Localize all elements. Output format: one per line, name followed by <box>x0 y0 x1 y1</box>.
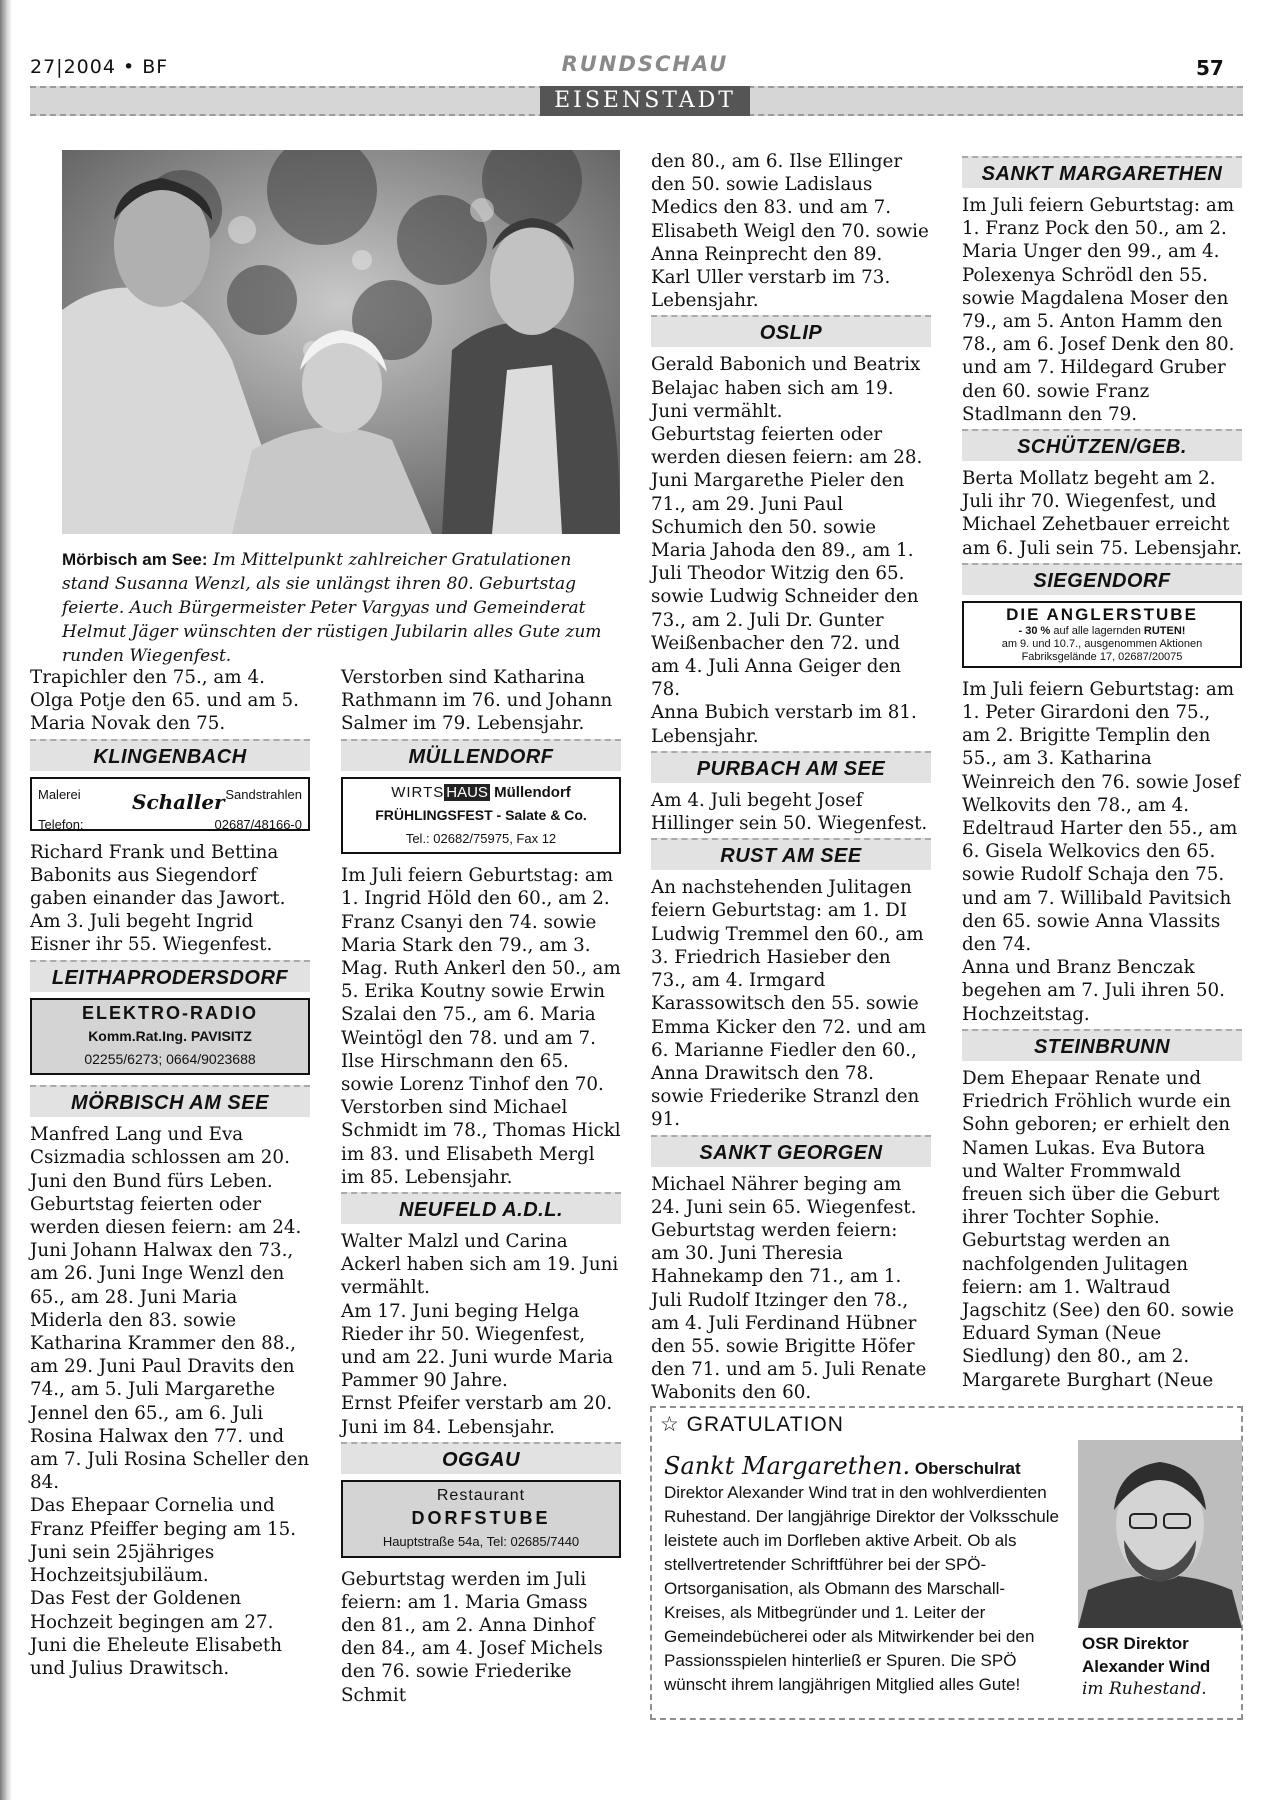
ad-elektro-radio <box>30 998 310 1076</box>
text-paragraph: Im Juli feiern Geburtstag: am 1. Franz Pock den 50., am 2. Maria Unger den 99., am 4. Polexenya Schrödl den 55. sowie Magdalena Moser den 79., am 5. Anton Hamm den 78., am 6. Josef Denk den 80. und am 7. Hildegard Gruber den 60. sowie Franz Stadlmann den 79. <box>962 195 1235 425</box>
ad-angler-text: auf alle lagernden <box>1050 624 1144 637</box>
ad-elektro-line2: Komm.Rat.Ing. PAVISITZ <box>88 1027 252 1044</box>
group-photo <box>62 150 620 534</box>
portrait-caption <box>1082 1632 1232 1701</box>
heading-schuetzen: SCHÜTZEN/GEB. <box>962 429 1242 461</box>
text-paragraph: Manfred Lang und Eva Csizmadia schlossen am 20. Juni den Bund fürs Leben. <box>30 1124 290 1192</box>
portrait-name: OSR Direktor Alexander Wind <box>1082 1634 1211 1676</box>
ad-angler-discount: - 30 % <box>1018 624 1051 637</box>
ad-wirtshaus-pre: WIRTS <box>391 783 445 801</box>
section-label: EISENSTADT <box>540 86 750 116</box>
text-paragraph: Trapichler den 75., am 4. Olga Potje den 65. und am 5. Maria Novak den 75. <box>30 667 299 735</box>
ad-angler-line4: Fabriksgelände 17, 02687/20075 <box>1021 650 1183 663</box>
gratulation-heading <box>660 1412 844 1437</box>
text-paragraph: Berta Mollatz begeht am 2. Juli ihr 70. Wiegenfest, und Michael Zehetbauer erreicht am 6. Juli sein 75. Lebensjahr. <box>962 468 1242 559</box>
page-number: 57 <box>1196 56 1224 80</box>
text-paragraph: Am 17. Juni beging Helga Rieder ihr 50. Wiegenfest, und am 22. Juni wurde Maria Pammer 90 Jahre. <box>341 1300 614 1392</box>
text-paragraph: Geburtstag feierten oder werden diesen feiern: am 28. Juni Margarethe Pieler den 71., am 29. Juni Paul Schumich den 50. sowie Maria Jahoda den 89., am 1. Juli Theodor Witzig den 65. sowie Ludwig Schneider den 73., am 2. Juli Dr. Gunter Weißenbacher den 72. und am 4. Juli Anna Geiger den 78. <box>651 424 923 701</box>
text-paragraph: Walter Malzl und Carina Ackerl haben sich am 19. Juni vermählt. <box>341 1231 619 1299</box>
ad-schaller-phone-label: Telefon: <box>38 816 84 832</box>
heading-neufeld: NEUFELD A.D.L. <box>341 1192 621 1224</box>
text-paragraph: Geburtstag werden im Juli feiern: am 1. Maria Gmass den 81., am 2. Anna Dinhof den 84., am 4. Josef Michels den 76. sowie Friederike Schmit <box>341 1568 603 1706</box>
ad-dorfstube-line2: DORFSTUBE <box>411 1508 551 1529</box>
gratulation-label: GRATULATION <box>686 1413 844 1436</box>
text-paragraph: Verstorben sind Michael Schmidt im 78., Thomas Hickl im 83. und Elisabeth Mergl im 85. Lebensjahr. <box>341 1097 621 1188</box>
ad-elektro-line1: ELEKTRO-RADIO <box>82 1002 258 1023</box>
star-icon: ☆ <box>660 1413 680 1436</box>
text-paragraph: Ernst Pfeifer verstarb am 20. Juni im 84. Lebensjahr. <box>341 1393 613 1438</box>
text-paragraph: Am 3. Juli begeht Ingrid Eisner ihr 55. Wiegenfest. <box>30 911 273 956</box>
ad-schaller-phone: 02687/48166-0 <box>214 816 302 832</box>
ad-dorfstube-line3: Hauptstraße 54a, Tel: 02685/7440 <box>382 1534 580 1550</box>
column-1 <box>30 666 310 1680</box>
text-paragraph: Geburtstag feierten oder werden diesen feiern: am 24. Juni Johann Halwax den 73., am 26. Juni Inge Wenzl den 65., am 28. Juni Maria Miderla den 83. sowie Katharina Krammer den 88., am 29. Juni Paul Dravits den 74., am 5. Juli Margarethe Jennel den 65., am 6. Juli Rosina Halwax den 77. und am 7. Juli Rosina Scheller den 84. <box>30 1193 310 1494</box>
text-paragraph: Dem Ehepaar Renate und Friedrich Fröhlich wurde ein Sohn geboren; er erhielt den Namen Lukas. Eva Butora und Walter Frommwald freuen sich über die Geburt ihrer Tochter Sophie. <box>962 1067 1231 1229</box>
heading-sankt-margarethen: SANKT MARGARETHEN <box>962 156 1242 188</box>
text-paragraph: Anna Bubich verstarb im 81. Lebensjahr. <box>651 702 917 747</box>
ad-anglerstube <box>962 601 1242 668</box>
ad-wirtshaus-mid: HAUS <box>446 783 488 801</box>
photo-caption <box>62 548 622 668</box>
ad-dorfstube-line1: Restaurant <box>436 1486 526 1504</box>
heading-oslip: OSLIP <box>651 315 931 347</box>
text-paragraph: Das Ehepaar Cornelia und Franz Pfeiffer beging am 15. Juni sein 25jähriges Hochzeitsjubiläum. <box>30 1495 297 1587</box>
text-paragraph: Im Juli feiern Geburtstag: am 1. Peter Girardoni den 75., am 2. Brigitte Templin den 55., am 3. Katharina Weinreich den 76. sowie Josef Welkovits den 78., am 4. Edeltraud Harter den 55., am 6. Gisela Welkovics den 65. sowie Rudolf Schaja den 75. und am 7. Willibald Pavitsich den 65. sowie Anna Vlassits den 74. <box>962 678 1240 956</box>
text-paragraph: Gerald Babonich und Beatrix Belajac haben sich am 19. Juni vermählt. <box>651 354 921 422</box>
caption-text: Im Mittelpunkt zahlreicher Gratulationen stand Susanna Wenzl, als sie unlängst ihren 80. Geburtstag feierte. Auch Bürgermeister Peter Vargyas und Gemeinderat Helmut Jäger wünschten der rüstigen Jubilarin alles Gute zum runden Wiegenfest. <box>62 550 602 666</box>
text-paragraph: Anna und Branz Benczak begehen am 7. Juli ihren 50. Hochzeitstag. <box>962 957 1225 1025</box>
text-paragraph: Geburtstag werden feiern: am 30. Juni Theresia Hahnekamp den 71., am 1. Juli Rudolf Itzinger den 78., am 4. Juli Ferdinand Hübner den 55. sowie Brigitte Höfer den 71. und am 5. Juli Renate Wabonits den 60. <box>651 1219 927 1404</box>
scan-edge-shadow <box>0 0 12 1800</box>
heading-purbach: PURBACH AM SEE <box>651 751 931 783</box>
ad-wirtshaus-line2: FRÜHLINGSFEST - Salate & Co. <box>375 806 587 823</box>
heading-klingenbach: KLINGENBACH <box>30 739 310 771</box>
heading-moerbisch: MÖRBISCH AM SEE <box>30 1085 310 1117</box>
text-paragraph: Im Juli feiern Geburtstag: am 1. Ingrid Höld den 60., am 2. Franz Csanyi den 74. sowie Maria Stark den 79., am 3. Mag. Ruth Ankerl den 50., am 5. Erika Koutny sowie Erwin Szalai den 75., am 6. Maria Weintögl den 78. und am 7. Ilse Hirschmann den 65. sowie Lorenz Tinhof den 70. <box>341 865 621 1096</box>
issue-label: 27|2004 • BF <box>30 56 169 78</box>
heading-rust: RUST AM SEE <box>651 838 931 870</box>
text-paragraph: Karl Uller verstarb im 73. Lebensjahr. <box>651 267 891 312</box>
column-3 <box>651 150 931 1405</box>
ad-angler-ruten: RUTEN! <box>1143 624 1186 637</box>
ad-angler-line1: DIE ANGLERSTUBE <box>1006 604 1198 624</box>
text-paragraph: An nachstehenden Julitagen feiern Geburtstag: am 1. DI Ludwig Tremmel den 60., am 3. Friedrich Hasieber den 73., am 4. Irmgard Karassowitsch den 55. sowie Emma Kicker den 72. und am 6. Marianne Fiedler den 60., Anna Drawitsch den 78. sowie Friederike Stranzl den 91. <box>651 877 927 1131</box>
heading-oggau: OGGAU <box>341 1442 621 1474</box>
heading-steinbrunn: STEINBRUNN <box>962 1029 1242 1061</box>
gratulation-lead: Oberschulrat <box>914 1459 1021 1478</box>
gratulation-text <box>664 1454 1064 1697</box>
gratulation-body: Direktor Alexander Wind trat in den wohlverdienten Ruhestand. Der langjährige Direktor der Volksschule leistete auch im Dorfleben aktive Arbeit. Ob als stellvertretender Schriftführer bei der SPÖ-Ortsorganisation, als Obmann des Marschall-Kreises, als Mitbegründer und 1. Leiter der Gemeindebücherei oder als Mitwirkender bei den Passionsspielen hinterließ er Spuren. Die SPÖ wünscht ihrem langjährigen Mitglied alles Gute! <box>664 1483 1059 1694</box>
heading-muellendorf: MÜLLENDORF <box>341 739 621 771</box>
ad-angler-line3: am 9. und 10.7., ausgenommen Aktionen <box>1001 637 1203 650</box>
text-paragraph: Geburtstag werden an nachfolgenden Julitagen feiern: am 1. Waltraud Jagschitz (See) den 60. sowie Eduard Syman (Neue Siedlung) den 80., am 2. Margarete Burghart (Neue <box>962 1230 1234 1391</box>
column-2 <box>341 666 621 1707</box>
text-paragraph: Verstorben sind Katharina Rathmann im 76. und Johann Salmer im 79. Lebensjahr. <box>341 667 613 735</box>
text-paragraph: Das Fest der Goldenen Hochzeit begingen am 27. Juni die Eheleute Elisabeth und Julius Drawitsch. <box>30 1588 283 1679</box>
text-paragraph: Richard Frank und Bettina Babonits aus Siegendorf gaben einander das Jawort. <box>30 841 286 910</box>
ad-dorfstube <box>341 1480 621 1558</box>
text-paragraph: den 80., am 6. Ilse Ellinger den 50. sowie Ladislaus Medics den 83. und am 7. Elisabeth Weigl den 70. sowie Anna Reinprecht den 89. <box>651 151 929 265</box>
ad-schaller-left: Malerei <box>38 786 81 802</box>
portrait-photo <box>1078 1440 1242 1628</box>
ad-wirtshaus-name: Müllendorf <box>494 783 571 801</box>
ad-wirtshaus <box>341 777 621 855</box>
ad-elektro-line3: 02255/6273; 0664/9023688 <box>84 1051 256 1068</box>
heading-leithaprodersdorf: LEITHAPRODERSDORF <box>30 960 310 992</box>
ad-schaller-right: Sandstrahlen <box>225 786 302 802</box>
gratulation-place: Sankt Margarethen. <box>664 1452 911 1480</box>
heading-sankt-georgen: SANKT GEORGEN <box>651 1135 931 1167</box>
heading-siegendorf: SIEGENDORF <box>962 563 1242 595</box>
ad-wirtshaus-line3: Tel.: 02682/75975, Fax 12 <box>405 831 557 847</box>
column-4 <box>962 156 1242 1392</box>
caption-place: Mörbisch am See: <box>62 550 208 569</box>
text-paragraph: Am 4. Juli begeht Josef Hillinger sein 50. Wiegenfest. <box>651 789 928 835</box>
ad-schaller <box>30 777 310 831</box>
portrait-sub: im Ruhestand. <box>1082 1679 1207 1699</box>
magazine-section-title: RUNDSCHAU <box>561 52 729 76</box>
text-paragraph: Michael Nährer beging am 24. Juni sein 65. Wiegenfest. <box>651 1173 917 1218</box>
ad-schaller-logo: Schaller <box>132 789 225 814</box>
